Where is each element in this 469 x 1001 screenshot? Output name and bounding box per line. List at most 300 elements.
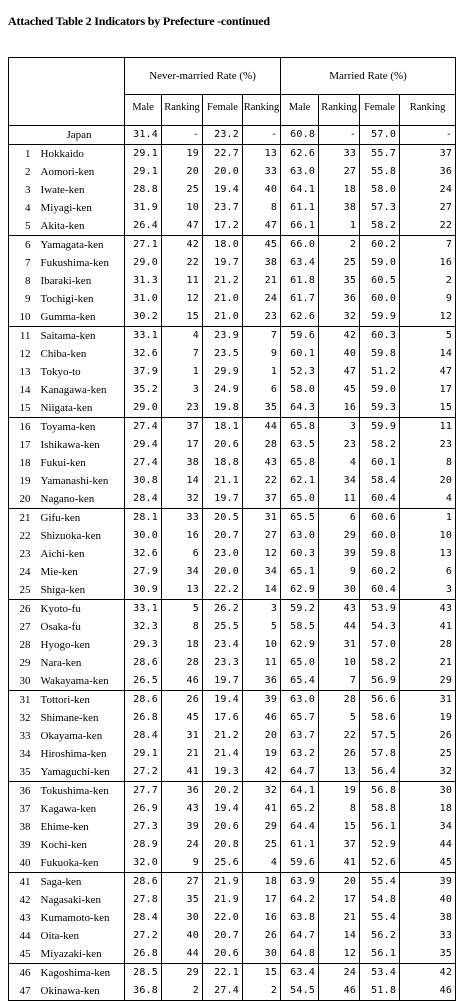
cell-female: 59.3 [360,399,400,418]
cell-male: 28.6 [125,873,162,892]
cell-ranking: 8 [319,800,360,818]
table-row [9,691,456,710]
cell-ranking: 46 [243,709,281,727]
table-row [9,709,456,727]
cell-ranking: 21 [319,909,360,927]
cell-male: 28.4 [125,727,162,745]
cell-female: 55.8 [360,163,400,181]
column-header-ranking: Ranking [243,95,281,122]
prefecture-name: Kochi-ken [40,839,87,851]
cell-ranking: 19 [400,709,456,727]
cell-ranking: 13 [400,545,456,563]
cell-male: 60.1 [281,345,319,363]
cell-ranking: 47 [319,363,360,381]
cell-ranking: 24 [400,181,456,199]
row-number: 17 [9,436,37,454]
cell-ranking: 26 [319,745,360,763]
prefecture-name: Miyazaki-ken [37,945,125,964]
cell-male: 60.3 [281,545,319,563]
cell-ranking: 2 [243,982,281,1001]
cell-male: 63.4 [281,254,319,272]
cell-ranking: 39 [162,818,203,836]
cell-ranking: 46 [400,982,456,1001]
cell-ranking: 2 [319,236,360,255]
table-row [9,509,456,528]
cell-male: 65.4 [281,672,319,691]
cell-female: 56.4 [360,763,400,782]
cell-female: 60.0 [360,527,400,545]
cell-male: 32.3 [125,618,162,636]
cell-female: 19.3 [203,763,243,782]
cell-ranking: 27 [243,527,281,545]
cell-male: 30.2 [125,308,162,327]
cell-male: 33.1 [125,327,162,346]
cell-ranking: 11 [400,418,456,437]
cell-male: 65.0 [281,490,319,509]
cell-ranking: 20 [400,472,456,490]
table-row [9,745,456,763]
table-body [9,126,456,1001]
cell-female: 59.8 [360,345,400,363]
cell-ranking: 16 [400,254,456,272]
cell-male: 29.0 [125,254,162,272]
prefecture-name: Miyagi-ken [40,202,92,214]
cell-ranking: 18 [162,636,203,654]
cell-female: 21.1 [203,472,243,490]
cell-ranking: 25 [400,745,456,763]
prefecture-name: Shiga-ken [37,581,125,600]
table-row [9,818,456,836]
prefecture-name: Fukuoka-ken [37,854,125,873]
cell-male: 37.9 [125,363,162,381]
cell-ranking: 24 [243,290,281,308]
cell-female: 59.9 [360,308,400,327]
cell-female: 60.2 [360,236,400,255]
cell-male: 59.6 [281,327,319,346]
cell-ranking: 33 [400,927,456,945]
cell-ranking: 1 [243,363,281,381]
cell-male: 26.8 [125,945,162,964]
cell-ranking: 15 [400,399,456,418]
cell-ranking: 41 [162,763,203,782]
cell-female: 60.1 [360,454,400,472]
cell-female: 51.2 [360,363,400,381]
row-number: 41 [9,873,37,892]
cell-female: 23.3 [203,654,243,672]
cell-male: 66.1 [281,217,319,236]
cell-ranking: 42 [162,236,203,255]
cell-ranking: - [243,126,281,145]
table-row [9,181,456,199]
prefecture-name: Nagasaki-ken [40,894,101,906]
cell-ranking: 42 [243,763,281,782]
cell-ranking: 3 [162,381,203,399]
cell-ranking: - [319,126,360,145]
row-number: 6 [9,236,37,255]
cell-ranking: 29 [400,672,456,691]
cell-female: 59.9 [360,418,400,437]
cell-male: 64.2 [281,891,319,909]
cell-ranking: 15 [162,308,203,327]
row-number: 11 [9,327,37,346]
prefecture-name: Ibaraki-ken [40,275,92,287]
cell-ranking: 1 [162,363,203,381]
cell-female: 23.5 [203,345,243,363]
cell-male: 31.4 [125,126,162,145]
column-header-ranking: Ranking [319,95,360,122]
cell-ranking: 22 [319,727,360,745]
cell-ranking: 17 [162,436,203,454]
cell-ranking: 8 [400,454,456,472]
cell-female: 57.0 [360,126,400,145]
cell-ranking: 17 [243,891,281,909]
table-row [9,891,456,909]
cell-male: 64.8 [281,945,319,964]
cell-ranking: 43 [400,600,456,619]
cell-female: 20.6 [203,818,243,836]
table-row [9,399,456,418]
prefecture-name: Akita-ken [37,217,125,236]
cell-female: 57.8 [360,745,400,763]
cell-male: 61.8 [281,272,319,290]
prefecture-name: Wakayama-ken [37,672,125,691]
cell-ranking: 43 [162,800,203,818]
cell-female: 19.4 [203,800,243,818]
cell-ranking: 18 [400,800,456,818]
cell-female: 21.2 [203,272,243,290]
cell-ranking: 4 [400,490,456,509]
table-row [9,909,456,927]
cell-ranking: 33 [162,509,203,528]
row-number: 20 [9,490,37,509]
table-row [9,581,456,600]
column-header-ranking: Ranking [162,95,203,122]
cell-male: 65.1 [281,563,319,581]
cell-male: 58.0 [281,381,319,399]
cell-ranking: 3 [319,418,360,437]
cell-female: 23.0 [203,545,243,563]
column-header-male: Male [125,95,162,122]
cell-ranking: 19 [319,782,360,801]
cell-female: 22.7 [203,145,243,164]
cell-female: 58.2 [360,217,400,236]
cell-male: 60.8 [281,126,319,145]
row-number: 4 [9,199,37,217]
cell-female: 18.0 [203,236,243,255]
cell-ranking: 34 [243,563,281,581]
cell-male: 27.2 [125,763,162,782]
cell-male: 32.0 [125,854,162,873]
table-row [9,964,456,983]
prefecture-name: Hiroshima-ken [40,748,107,760]
table-header [9,58,456,126]
cell-male: 65.0 [281,654,319,672]
cell-ranking: 27 [400,199,456,217]
cell-ranking: 5 [162,600,203,619]
cell-ranking: 9 [400,290,456,308]
cell-male: 63.4 [281,964,319,983]
cell-male: 52.3 [281,363,319,381]
cell-ranking: 2 [162,982,203,1001]
table-row [9,308,456,327]
cell-ranking: - [400,126,456,145]
row-number: 12 [9,345,37,363]
prefecture-name: Osaka-fu [40,621,81,633]
cell-male: 66.0 [281,236,319,255]
table-row [9,345,456,363]
cell-ranking: 31 [162,727,203,745]
cell-female: 20.0 [203,563,243,581]
table-row [9,945,456,964]
table-row [9,217,456,236]
cell-ranking: 41 [400,618,456,636]
row-number: 9 [9,290,37,308]
cell-ranking: 17 [400,381,456,399]
cell-ranking: 11 [243,654,281,672]
cell-male: 28.5 [125,964,162,983]
cell-ranking: 25 [319,254,360,272]
table-row [9,636,456,654]
cell-male: 65.8 [281,418,319,437]
row-number: 21 [9,509,37,528]
cell-ranking: 44 [243,418,281,437]
table-row [9,873,456,892]
cell-female: 56.8 [360,782,400,801]
prefecture-name: Okinawa-ken [37,982,125,1001]
cell-ranking: 40 [400,891,456,909]
cell-ranking: 26 [243,927,281,945]
table-row [9,327,456,346]
row-number: 5 [9,217,37,236]
row-number: 37 [9,800,37,818]
table-row [9,763,456,782]
cell-ranking: 12 [319,945,360,964]
cell-male: 27.3 [125,818,162,836]
table-row [9,472,456,490]
cell-female: 20.2 [203,782,243,801]
cell-ranking: 25 [162,181,203,199]
row-number: 23 [9,545,37,563]
row-number: 8 [9,272,37,290]
table-row [9,727,456,745]
cell-ranking: 24 [162,836,203,854]
row-number: 27 [9,618,37,636]
cell-female: 21.0 [203,290,243,308]
cell-ranking: 40 [162,927,203,945]
table-row [9,982,456,1001]
row-number: 22 [9,527,37,545]
cell-male: 28.6 [125,654,162,672]
row-number: 45 [9,945,37,964]
cell-ranking: 30 [400,782,456,801]
row-number: 40 [9,854,37,873]
cell-ranking: 23 [162,399,203,418]
cell-ranking: 28 [400,636,456,654]
row-number: 33 [9,727,37,745]
row-number: 15 [9,399,37,418]
cell-female: 22.2 [203,581,243,600]
cell-ranking: 25 [243,836,281,854]
cell-ranking: 30 [319,581,360,600]
prefecture-name: Kumamoto-ken [40,912,110,924]
cell-female: 58.8 [360,800,400,818]
cell-male: 28.4 [125,490,162,509]
cell-female: 53.4 [360,964,400,983]
cell-female: 60.3 [360,327,400,346]
cell-ranking: 10 [319,654,360,672]
cell-female: 29.9 [203,363,243,381]
cell-male: 61.1 [281,199,319,217]
cell-male: 26.9 [125,800,162,818]
prefecture-name: Saitama-ken [40,330,96,342]
cell-ranking: 35 [243,399,281,418]
cell-male: 62.1 [281,472,319,490]
cell-ranking: 14 [319,927,360,945]
cell-female: 55.4 [360,873,400,892]
cell-ranking: 24 [319,964,360,983]
cell-male: 27.2 [125,927,162,945]
cell-ranking: 33 [319,145,360,164]
cell-male: 28.8 [125,181,162,199]
cell-ranking: 10 [162,199,203,217]
cell-female: 54.3 [360,618,400,636]
cell-ranking: 46 [319,982,360,1001]
cell-ranking: 27 [319,163,360,181]
cell-female: 20.8 [203,836,243,854]
table-row [9,381,456,399]
cell-male: 28.9 [125,836,162,854]
row-number: 25 [9,581,37,600]
cell-ranking: 39 [243,691,281,710]
cell-male: 26.4 [125,217,162,236]
cell-ranking: 7 [319,672,360,691]
cell-male: 54.5 [281,982,319,1001]
row-number: 26 [9,600,37,619]
cell-ranking: 37 [400,145,456,164]
cell-ranking: 15 [243,964,281,983]
prefecture-name: Tottori-ken [40,694,90,706]
prefecture-name: Kagawa-ken [40,803,97,815]
cell-ranking: 9 [162,854,203,873]
cell-female: 23.4 [203,636,243,654]
prefecture-name: Saga-ken [40,876,82,888]
cell-male: 35.2 [125,381,162,399]
cell-ranking: 6 [243,381,281,399]
cell-female: 52.6 [360,854,400,873]
cell-male: 30.0 [125,527,162,545]
cell-ranking: 23 [243,308,281,327]
table-row [9,254,456,272]
cell-ranking: 29 [162,964,203,983]
cell-male: 29.1 [125,145,162,164]
table-row [9,836,456,854]
cell-ranking: 40 [243,181,281,199]
prefecture-indicator-table [8,57,456,1001]
cell-ranking: 8 [162,618,203,636]
cell-ranking: 12 [400,308,456,327]
cell-female: 19.7 [203,490,243,509]
row-number: 1 [9,145,37,164]
cell-ranking: 20 [243,727,281,745]
table-row [9,800,456,818]
cell-ranking: 29 [319,527,360,545]
cell-female: 23.7 [203,199,243,217]
cell-ranking: 41 [319,854,360,873]
cell-ranking: 45 [319,381,360,399]
cell-male: 65.2 [281,800,319,818]
cell-ranking: 23 [400,436,456,454]
column-header-female: Female [203,95,243,122]
cell-ranking: 45 [400,854,456,873]
row-number: 18 [9,454,37,472]
cell-ranking: 18 [319,181,360,199]
prefecture-name: Yamagata-ken [40,239,104,251]
cell-ranking: 32 [400,763,456,782]
cell-female: 18.8 [203,454,243,472]
table-row [9,527,456,545]
cell-female: 20.6 [203,436,243,454]
cell-ranking: 16 [243,909,281,927]
cell-ranking: 4 [243,854,281,873]
cell-male: 64.7 [281,763,319,782]
cell-female: 17.2 [203,217,243,236]
cell-ranking: 35 [400,945,456,964]
table-row [9,854,456,873]
cell-female: 58.6 [360,709,400,727]
cell-ranking: 1 [319,217,360,236]
cell-female: 21.9 [203,873,243,892]
cell-male: 32.6 [125,345,162,363]
prefecture-name: Ishikawa-ken [40,439,100,451]
cell-ranking: 6 [319,509,360,528]
cell-male: 29.3 [125,636,162,654]
table-row [9,600,456,619]
married-group-header: Married Rate (%) [281,58,456,95]
prefecture-name: Hokkaido [40,148,84,160]
cell-ranking: 35 [162,891,203,909]
cell-ranking: 16 [162,527,203,545]
cell-ranking: 37 [319,836,360,854]
cell-ranking: 37 [243,490,281,509]
prefecture-name: Oita-ken [40,930,79,942]
prefecture-name: Gumma-ken [37,308,125,327]
cell-male: 28.6 [125,691,162,710]
cell-ranking: 38 [162,454,203,472]
cell-female: 56.1 [360,945,400,964]
row-number: 16 [9,418,37,437]
table-row [9,272,456,290]
cell-ranking: 28 [319,691,360,710]
cell-female: 19.7 [203,254,243,272]
table-row [9,654,456,672]
cell-ranking: 23 [319,436,360,454]
cell-ranking: 13 [243,145,281,164]
column-header-ranking: Ranking [400,95,456,122]
cell-male: 27.1 [125,236,162,255]
prefecture-name: Fukui-ken [40,457,86,469]
cell-female: 60.4 [360,490,400,509]
cell-male: 59.2 [281,600,319,619]
cell-ranking: 44 [162,945,203,964]
cell-ranking: 31 [319,636,360,654]
cell-ranking: 14 [243,581,281,600]
cell-male: 63.9 [281,873,319,892]
cell-ranking: 34 [162,563,203,581]
cell-female: 20.6 [203,945,243,964]
cell-ranking: 4 [162,327,203,346]
cell-ranking: 8 [243,199,281,217]
table-row [9,236,456,255]
